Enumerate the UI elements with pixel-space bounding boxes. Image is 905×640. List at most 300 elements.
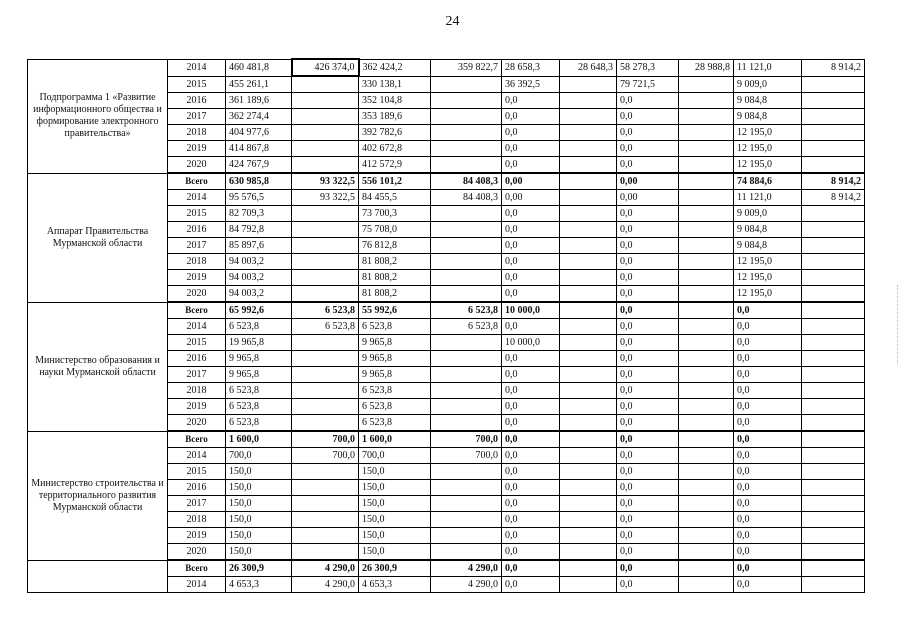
value-cell: [679, 496, 734, 512]
value-cell: 10 000,0: [502, 335, 560, 351]
value-cell: [560, 93, 617, 109]
value-cell: 556 101,2: [359, 173, 431, 190]
value-cell: 9 009,0: [734, 206, 802, 222]
value-cell: [679, 173, 734, 190]
value-cell: 4 653,3: [226, 577, 292, 593]
value-cell: 414 867,8: [226, 141, 292, 157]
year-cell: 2016: [168, 222, 226, 238]
value-cell: 4 653,3: [359, 577, 431, 593]
value-cell: [431, 141, 502, 157]
value-cell: 0,0: [502, 528, 560, 544]
value-cell: 93 322,5: [292, 190, 359, 206]
value-cell: 0,0: [734, 415, 802, 432]
value-cell: 6 523,8: [359, 383, 431, 399]
value-cell: [679, 415, 734, 432]
value-cell: 81 808,2: [359, 286, 431, 303]
value-cell: 94 003,2: [226, 270, 292, 286]
year-cell: 2020: [168, 157, 226, 174]
value-cell: 700,0: [359, 448, 431, 464]
value-cell: [560, 496, 617, 512]
value-cell: [802, 577, 865, 593]
value-cell: 0,0: [502, 512, 560, 528]
year-cell: 2014: [168, 319, 226, 335]
value-cell: 0,0: [617, 93, 679, 109]
value-cell: 8 914,2: [802, 173, 865, 190]
value-cell: [679, 464, 734, 480]
value-cell: [560, 383, 617, 399]
value-cell: 0,0: [617, 125, 679, 141]
value-cell: 0,0: [617, 254, 679, 270]
year-cell: 2019: [168, 399, 226, 415]
value-cell: 4 290,0: [431, 560, 502, 577]
value-cell: 11 121,0: [734, 190, 802, 206]
value-cell: 28 658,3: [502, 59, 560, 76]
value-cell: 630 985,8: [226, 173, 292, 190]
value-cell: [802, 448, 865, 464]
value-cell: 6 523,8: [359, 415, 431, 432]
value-cell: 36 392,5: [502, 76, 560, 93]
value-cell: 150,0: [359, 544, 431, 561]
value-cell: 0,0: [502, 367, 560, 383]
value-cell: [802, 125, 865, 141]
value-cell: 1 600,0: [226, 431, 292, 448]
value-cell: 0,0: [502, 383, 560, 399]
value-cell: 76 812,8: [359, 238, 431, 254]
value-cell: [802, 383, 865, 399]
value-cell: 1 600,0: [359, 431, 431, 448]
total-row: [28, 431, 865, 448]
value-cell: [802, 206, 865, 222]
value-cell: [560, 464, 617, 480]
value-cell: [292, 399, 359, 415]
value-cell: 0,0: [734, 560, 802, 577]
value-cell: 0,0: [734, 302, 802, 319]
value-cell: 0,0: [617, 335, 679, 351]
value-cell: [431, 286, 502, 303]
value-cell: 95 576,5: [226, 190, 292, 206]
value-cell: 700,0: [431, 431, 502, 448]
year-cell: 2018: [168, 125, 226, 141]
value-cell: 0,0: [617, 222, 679, 238]
value-cell: [292, 141, 359, 157]
value-cell: 85 897,6: [226, 238, 292, 254]
value-cell: [560, 270, 617, 286]
value-cell: 0,0: [617, 528, 679, 544]
value-cell: [431, 351, 502, 367]
value-cell: 150,0: [359, 496, 431, 512]
value-cell: 0,0: [617, 560, 679, 577]
value-cell: 0,0: [502, 577, 560, 593]
value-cell: 150,0: [226, 464, 292, 480]
value-cell: 12 195,0: [734, 254, 802, 270]
value-cell: [292, 544, 359, 561]
value-cell: 12 195,0: [734, 286, 802, 303]
value-cell: 0,0: [502, 286, 560, 303]
value-cell: [679, 93, 734, 109]
year-cell: 2015: [168, 464, 226, 480]
value-cell: 0,0: [734, 480, 802, 496]
value-cell: [802, 512, 865, 528]
value-cell: 362 274,4: [226, 109, 292, 125]
org-name-cell: Министерство строительства и территориального развития Мурманской области: [28, 431, 168, 560]
value-cell: [679, 206, 734, 222]
value-cell: 0,0: [734, 431, 802, 448]
total-row: [28, 560, 865, 577]
value-cell: [802, 496, 865, 512]
value-cell: 0,0: [617, 367, 679, 383]
value-cell: 0,0: [734, 367, 802, 383]
value-cell: 150,0: [226, 480, 292, 496]
value-cell: [431, 76, 502, 93]
value-cell: 0,0: [617, 206, 679, 222]
value-cell: 4 290,0: [292, 577, 359, 593]
value-cell: 424 767,9: [226, 157, 292, 174]
value-cell: 55 992,6: [359, 302, 431, 319]
year-cell: 2018: [168, 383, 226, 399]
value-cell: [560, 335, 617, 351]
value-cell: 700,0: [292, 448, 359, 464]
value-cell: 0,0: [502, 238, 560, 254]
value-cell: 352 104,8: [359, 93, 431, 109]
value-cell: [802, 528, 865, 544]
value-cell: 11 121,0: [734, 59, 802, 76]
value-cell: 0,0: [617, 109, 679, 125]
value-cell: 12 195,0: [734, 270, 802, 286]
value-cell: 0,0: [734, 528, 802, 544]
value-cell: [292, 464, 359, 480]
value-cell: 0,0: [734, 464, 802, 480]
value-cell: [431, 528, 502, 544]
year-row: [28, 59, 865, 76]
value-cell: 0,0: [734, 448, 802, 464]
value-cell: [679, 125, 734, 141]
value-cell: [802, 399, 865, 415]
value-cell: 0,0: [617, 157, 679, 174]
value-cell: 150,0: [359, 512, 431, 528]
value-cell: 150,0: [226, 496, 292, 512]
value-cell: [802, 351, 865, 367]
year-cell: 2015: [168, 76, 226, 93]
page-number: 24: [445, 14, 460, 29]
org-name-cell: Подпрограмма 1 «Развитие информационного общества и формирование электронного правительства»: [28, 59, 168, 173]
year-cell: 2017: [168, 496, 226, 512]
value-cell: [679, 109, 734, 125]
value-cell: 150,0: [359, 464, 431, 480]
value-cell: 93 322,5: [292, 173, 359, 190]
year-cell: 2015: [168, 206, 226, 222]
year-cell: 2018: [168, 254, 226, 270]
value-cell: 0,0: [502, 496, 560, 512]
value-cell: [802, 109, 865, 125]
value-cell: 6 523,8: [226, 415, 292, 432]
value-cell: [802, 93, 865, 109]
year-cell: Всего: [168, 560, 226, 577]
value-cell: 0,0: [502, 351, 560, 367]
value-cell: 9 084,8: [734, 109, 802, 125]
value-cell: 0,0: [734, 496, 802, 512]
value-cell: 0,0: [617, 496, 679, 512]
value-cell: 700,0: [292, 431, 359, 448]
year-cell: Всего: [168, 431, 226, 448]
year-cell: Всего: [168, 173, 226, 190]
value-cell: 700,0: [226, 448, 292, 464]
value-cell: 426 374,0: [292, 59, 359, 76]
value-cell: [679, 254, 734, 270]
value-cell: 0,0: [502, 93, 560, 109]
value-cell: 0,0: [617, 464, 679, 480]
value-cell: 0,0: [502, 222, 560, 238]
value-cell: [292, 415, 359, 432]
value-cell: 0,0: [617, 415, 679, 432]
value-cell: 9 965,8: [359, 335, 431, 351]
value-cell: 9 965,8: [226, 351, 292, 367]
value-cell: [560, 238, 617, 254]
value-cell: 0,0: [502, 206, 560, 222]
value-cell: 0,0: [617, 383, 679, 399]
value-cell: 84 455,5: [359, 190, 431, 206]
value-cell: 6 523,8: [292, 302, 359, 319]
value-cell: [679, 319, 734, 335]
value-cell: [431, 496, 502, 512]
org-name-cell: Аппарат Правительства Мурманской области: [28, 173, 168, 302]
budget-table: [27, 58, 865, 593]
value-cell: [679, 544, 734, 561]
value-cell: [292, 367, 359, 383]
value-cell: [802, 286, 865, 303]
value-cell: 8 914,2: [802, 59, 865, 76]
value-cell: [679, 448, 734, 464]
value-cell: [560, 431, 617, 448]
value-cell: [560, 415, 617, 432]
value-cell: 362 424,2: [359, 59, 431, 76]
total-row: [28, 302, 865, 319]
value-cell: 359 822,7: [431, 59, 502, 76]
value-cell: [431, 125, 502, 141]
value-cell: 0,0: [502, 464, 560, 480]
org-name-cell: [28, 560, 168, 593]
value-cell: 65 992,6: [226, 302, 292, 319]
value-cell: 75 708,0: [359, 222, 431, 238]
value-cell: [292, 125, 359, 141]
value-cell: 455 261,1: [226, 76, 292, 93]
value-cell: 330 138,1: [359, 76, 431, 93]
value-cell: 6 523,8: [431, 302, 502, 319]
year-cell: 2020: [168, 286, 226, 303]
value-cell: [560, 480, 617, 496]
value-cell: 0,0: [502, 544, 560, 561]
value-cell: 0,0: [617, 577, 679, 593]
value-cell: 6 523,8: [226, 319, 292, 335]
value-cell: 0,0: [617, 544, 679, 561]
value-cell: 150,0: [226, 512, 292, 528]
value-cell: [431, 480, 502, 496]
value-cell: 0,0: [617, 270, 679, 286]
value-cell: [560, 351, 617, 367]
value-cell: 0,0: [617, 512, 679, 528]
value-cell: [560, 109, 617, 125]
value-cell: [679, 383, 734, 399]
value-cell: [802, 222, 865, 238]
value-cell: 9 965,8: [359, 351, 431, 367]
value-cell: 0,0: [734, 351, 802, 367]
year-cell: 2017: [168, 238, 226, 254]
value-cell: 9 084,8: [734, 93, 802, 109]
value-cell: [560, 367, 617, 383]
value-cell: 0,0: [617, 351, 679, 367]
value-cell: 0,00: [617, 173, 679, 190]
value-cell: 0,0: [617, 302, 679, 319]
value-cell: 402 672,8: [359, 141, 431, 157]
value-cell: 0,00: [502, 190, 560, 206]
value-cell: 0,0: [502, 157, 560, 174]
value-cell: [679, 528, 734, 544]
value-cell: [560, 190, 617, 206]
value-cell: 9 965,8: [359, 367, 431, 383]
value-cell: [679, 351, 734, 367]
value-cell: 0,0: [502, 415, 560, 432]
value-cell: 353 189,6: [359, 109, 431, 125]
value-cell: [292, 383, 359, 399]
value-cell: [679, 335, 734, 351]
value-cell: 6 523,8: [226, 399, 292, 415]
value-cell: 0,0: [734, 577, 802, 593]
value-cell: 0,0: [502, 141, 560, 157]
value-cell: [292, 93, 359, 109]
value-cell: [679, 431, 734, 448]
value-cell: [560, 157, 617, 174]
value-cell: 150,0: [359, 480, 431, 496]
value-cell: 4 290,0: [292, 560, 359, 577]
value-cell: [802, 141, 865, 157]
value-cell: [560, 512, 617, 528]
value-cell: 0,0: [502, 560, 560, 577]
value-cell: 10 000,0: [502, 302, 560, 319]
value-cell: 0,0: [617, 238, 679, 254]
value-cell: [431, 383, 502, 399]
value-cell: 81 808,2: [359, 254, 431, 270]
scan-edge-marks: [897, 285, 900, 365]
value-cell: 392 782,6: [359, 125, 431, 141]
value-cell: [292, 222, 359, 238]
value-cell: 12 195,0: [734, 125, 802, 141]
value-cell: 9 009,0: [734, 76, 802, 93]
value-cell: [679, 76, 734, 93]
year-cell: 2014: [168, 577, 226, 593]
value-cell: [431, 544, 502, 561]
value-cell: [679, 577, 734, 593]
value-cell: [560, 76, 617, 93]
value-cell: 700,0: [431, 448, 502, 464]
value-cell: [560, 222, 617, 238]
value-cell: 4 290,0: [431, 577, 502, 593]
year-cell: 2016: [168, 93, 226, 109]
value-cell: [802, 270, 865, 286]
value-cell: [679, 157, 734, 174]
value-cell: [802, 302, 865, 319]
value-cell: 0,0: [502, 270, 560, 286]
value-cell: 0,0: [617, 141, 679, 157]
value-cell: [802, 544, 865, 561]
value-cell: 0,0: [502, 109, 560, 125]
value-cell: [431, 415, 502, 432]
value-cell: 94 003,2: [226, 286, 292, 303]
value-cell: 6 523,8: [431, 319, 502, 335]
value-cell: [431, 512, 502, 528]
value-cell: 0,0: [734, 383, 802, 399]
value-cell: 404 977,6: [226, 125, 292, 141]
value-cell: [431, 399, 502, 415]
value-cell: 9 084,8: [734, 222, 802, 238]
value-cell: 0,00: [502, 173, 560, 190]
value-cell: [802, 367, 865, 383]
year-cell: 2020: [168, 544, 226, 561]
value-cell: 0,0: [734, 544, 802, 561]
value-cell: 6 523,8: [226, 383, 292, 399]
year-cell: 2019: [168, 141, 226, 157]
value-cell: 94 003,2: [226, 254, 292, 270]
value-cell: [802, 238, 865, 254]
value-cell: [679, 238, 734, 254]
value-cell: [292, 238, 359, 254]
value-cell: [431, 335, 502, 351]
value-cell: 82 709,3: [226, 206, 292, 222]
value-cell: 74 884,6: [734, 173, 802, 190]
value-cell: [292, 351, 359, 367]
value-cell: [802, 415, 865, 432]
value-cell: [431, 157, 502, 174]
value-cell: [431, 93, 502, 109]
value-cell: [802, 335, 865, 351]
value-cell: [560, 254, 617, 270]
value-cell: [292, 254, 359, 270]
value-cell: 460 481,8: [226, 59, 292, 76]
value-cell: 26 300,9: [359, 560, 431, 577]
value-cell: [431, 464, 502, 480]
value-cell: [679, 399, 734, 415]
value-cell: [292, 335, 359, 351]
value-cell: 0,0: [617, 448, 679, 464]
value-cell: [560, 125, 617, 141]
value-cell: [431, 109, 502, 125]
org-name-cell: Министерство образования и науки Мурманской области: [28, 302, 168, 431]
value-cell: [431, 254, 502, 270]
value-cell: 19 965,8: [226, 335, 292, 351]
value-cell: 79 721,5: [617, 76, 679, 93]
value-cell: [431, 206, 502, 222]
value-cell: 28 648,3: [560, 59, 617, 76]
value-cell: 361 189,6: [226, 93, 292, 109]
value-cell: [560, 560, 617, 577]
value-cell: [560, 319, 617, 335]
value-cell: [292, 270, 359, 286]
value-cell: [679, 286, 734, 303]
value-cell: [560, 448, 617, 464]
value-cell: 9 084,8: [734, 238, 802, 254]
year-cell: 2018: [168, 512, 226, 528]
value-cell: 28 988,8: [679, 59, 734, 76]
value-cell: [560, 141, 617, 157]
value-cell: 0,00: [617, 190, 679, 206]
value-cell: [679, 560, 734, 577]
value-cell: [560, 528, 617, 544]
value-cell: [560, 544, 617, 561]
year-cell: 2015: [168, 335, 226, 351]
value-cell: 8 914,2: [802, 190, 865, 206]
year-cell: 2014: [168, 190, 226, 206]
year-cell: Всего: [168, 302, 226, 319]
value-cell: [560, 206, 617, 222]
value-cell: 84 408,3: [431, 190, 502, 206]
